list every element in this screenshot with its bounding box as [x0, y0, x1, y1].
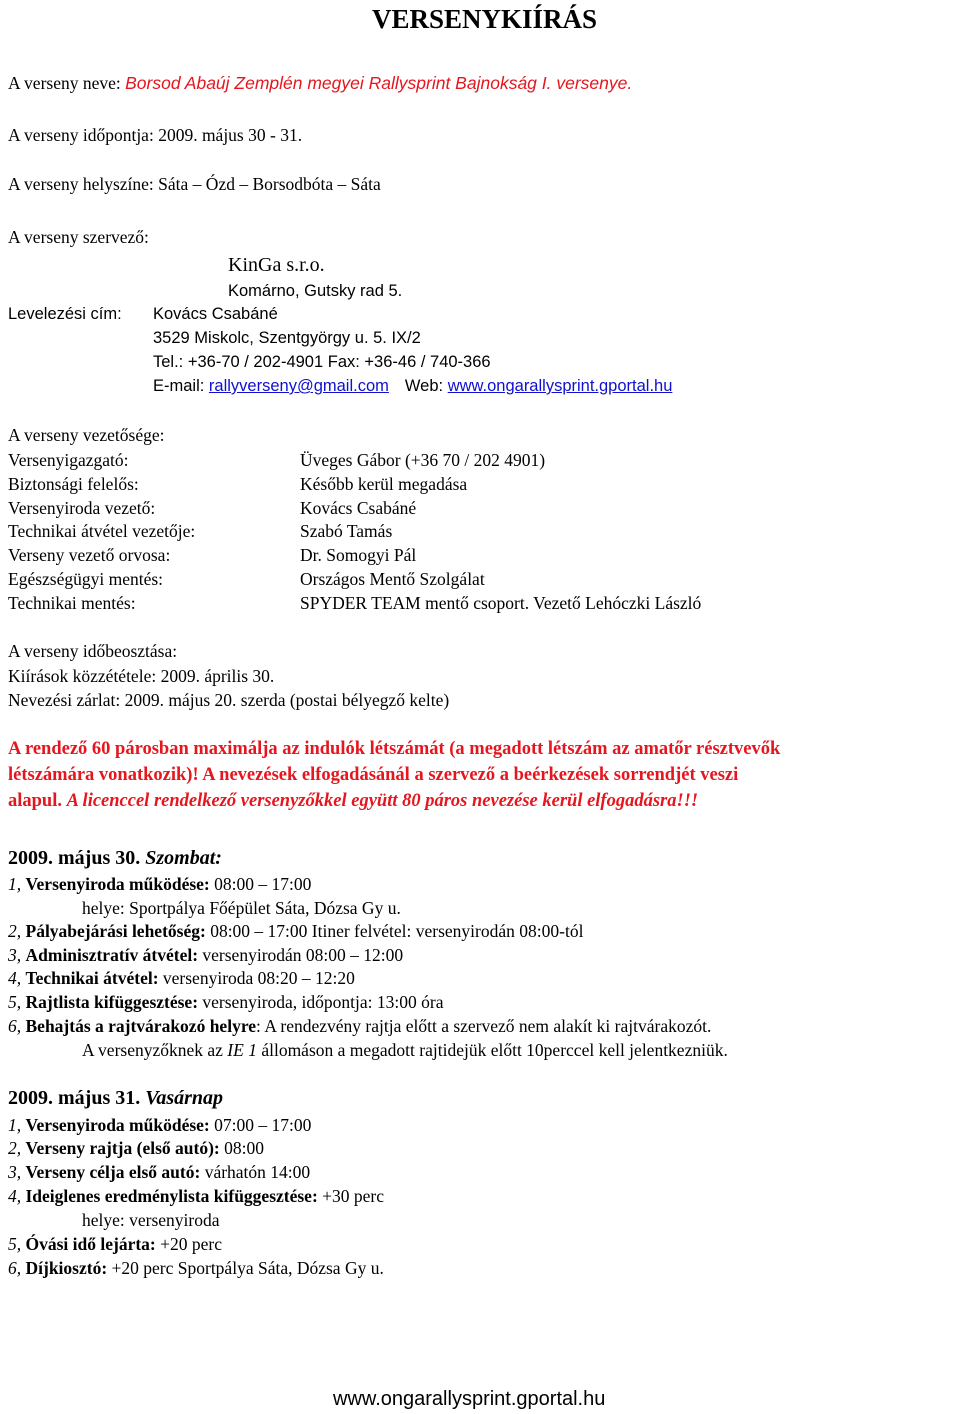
item-number: 2,: [8, 1138, 22, 1158]
item-label: Díjkiosztó:: [25, 1258, 108, 1278]
item-number: 5,: [8, 1234, 22, 1254]
day1-item: [8, 967, 355, 989]
item-text: 08:00: [219, 1138, 264, 1158]
item-label: Verseny rajtja (első autó):: [25, 1138, 220, 1158]
day1-date: 2009. május 30.: [8, 847, 146, 869]
role-person: Üveges Gábor (+36 70 / 202 4901): [300, 450, 546, 470]
notice-line: [8, 788, 698, 814]
schedule-heading: A verseny időbeosztása:: [8, 641, 178, 661]
day1-item: [82, 897, 401, 919]
day2-item: [8, 1233, 222, 1255]
role-label: Biztonsági felelős:: [8, 474, 139, 494]
race-date: [8, 124, 302, 146]
race-name: [8, 72, 632, 94]
item-number: 4,: [8, 968, 22, 988]
email-label: E-mail:: [153, 377, 209, 395]
item-number: 1,: [8, 1115, 22, 1135]
role-label: Egészségügyi mentés:: [8, 569, 164, 589]
day2-date: 2009. május 31.: [8, 1087, 146, 1109]
race-name-label: A verseny neve:: [8, 73, 126, 93]
item-number: 3,: [8, 945, 22, 965]
item-text: helye: Sportpálya Főépület Sáta, Dózsa Gy u.: [82, 898, 401, 918]
race-date-label: A verseny időpontja:: [8, 125, 159, 145]
schedule-line: Nevezési zárlat: 2009. május 20. szerda (postai bélyegző kelte): [8, 690, 450, 710]
email-link[interactable]: rallyverseny@gmail.com: [208, 377, 389, 395]
organizer-heading: A verseny szervező:: [8, 227, 149, 247]
day1-item: [8, 1015, 711, 1037]
item-number: 2,: [8, 921, 22, 941]
item-number: 4,: [8, 1186, 22, 1206]
role-label: Versenyiroda vezető:: [8, 498, 156, 518]
race-date-value: 2009. május 30 - 31.: [158, 125, 303, 145]
role-label: Technikai átvétel vezetője:: [8, 521, 196, 541]
item-text: 08:00 – 17:00 Itiner felvétel: versenyirodán 08:00-tól: [205, 921, 584, 941]
role-person: SPYDER TEAM mentő csoport. Vezető Lehóczki László: [300, 593, 702, 613]
day1-day: Szombat:: [145, 847, 222, 869]
role-person: Országos Mentő Szolgálat: [300, 569, 485, 589]
item-label: Verseny célja első autó:: [25, 1162, 201, 1182]
item-text: versenyiroda 08:20 – 12:20: [158, 968, 355, 988]
item-label: Behajtás a rajtvárakozó helyre: [25, 1016, 257, 1036]
notice-line: A rendező 60 párosban maximálja az indulók létszámát (a megadott létszám az amatőr résztvevők: [8, 739, 781, 759]
mail-name: Kovács Csabáné: [153, 305, 278, 323]
organizer-name: KinGa s.r.o.: [228, 254, 325, 276]
item-label: Ideiglenes eredménylista kifüggesztése:: [25, 1186, 318, 1206]
item-text: 08:00 – 17:00: [209, 874, 312, 894]
footer-url: www.ongarallysprint.gportal.hu: [333, 1388, 606, 1410]
day2-heading: [8, 1085, 223, 1111]
role-person: Szabó Tamás: [300, 521, 393, 541]
item-number: 6,: [8, 1258, 22, 1278]
notice-emphasis: A licenccel rendelkező versenyzőkkel együtt 80 páros nevezése kerül elfogadásra!!!: [66, 791, 699, 811]
organizer-address: Komárno, Gutsky rad 5.: [228, 282, 403, 300]
day2-item: [8, 1161, 310, 1183]
item-label: Versenyiroda működése:: [25, 874, 210, 894]
item-text: +20 perc: [155, 1234, 222, 1254]
mail-label: Levelezési cím:: [8, 305, 122, 323]
item-label: Óvási idő lejárta:: [25, 1234, 156, 1254]
day1-extra: [82, 1039, 728, 1061]
day2-item: [82, 1209, 220, 1231]
item-text: +20 perc Sportpálya Sáta, Dózsa Gy u.: [107, 1258, 384, 1278]
day1-item: [8, 991, 443, 1013]
item-text: helye: versenyiroda: [82, 1210, 220, 1230]
item-number: 5,: [8, 992, 22, 1012]
phone-fax: Tel.: +36-70 / 202-4901 Fax: +36-46 / 740-366: [153, 353, 491, 371]
role-person: Kovács Csabáné: [300, 498, 417, 518]
extra-text: A versenyzőknek az: [82, 1040, 228, 1060]
item-number: 3,: [8, 1162, 22, 1182]
day2-day: Vasárnap: [145, 1087, 224, 1109]
page-title: VERSENYKIÍRÁS: [372, 4, 598, 34]
role-label: Verseny vezető orvosa:: [8, 545, 171, 565]
day2-item: [8, 1137, 264, 1159]
item-text: 07:00 – 17:00: [209, 1115, 312, 1135]
day1-heading: [8, 845, 222, 871]
contact-line: [153, 375, 672, 397]
item-label: Pályabejárási lehetőség:: [25, 921, 206, 941]
item-text: +30 perc: [317, 1186, 385, 1206]
role-person: Később kerül megadása: [300, 474, 468, 494]
item-number: 6,: [8, 1016, 22, 1036]
role-label: Versenyigazgató:: [8, 450, 129, 470]
notice-text: alapul.: [8, 791, 67, 811]
item-label: Technikai átvétel:: [25, 968, 159, 988]
day2-item: [8, 1257, 384, 1279]
item-text: versenyiroda, időpontja: 13:00 óra: [198, 992, 444, 1012]
schedule-line: Kiírások közzététele: 2009. április 30.: [8, 666, 275, 686]
item-label: Adminisztratív átvétel:: [25, 945, 199, 965]
race-venue-value: Sáta – Ózd – Borsodbóta – Sáta: [158, 174, 381, 194]
role-label: Technikai mentés:: [8, 593, 136, 613]
leadership-heading: A verseny vezetősége:: [8, 425, 165, 445]
item-text: : A rendezvény rajtja előtt a szervező nem alakít ki rajtvárakozót.: [256, 1016, 712, 1036]
race-venue-label: A verseny helyszíne:: [8, 174, 159, 194]
extra-station: IE 1: [227, 1040, 257, 1060]
notice-line: létszámára vonatkozik)! A nevezések elfogadásánál a szervező a beérkezések sorrendjét veszi: [8, 765, 739, 785]
item-label: Rajtlista kifüggesztése:: [25, 992, 199, 1012]
day1-item: [8, 873, 311, 895]
item-text: versenyirodán 08:00 – 12:00: [198, 945, 404, 965]
day1-item: [8, 920, 583, 942]
role-person: Dr. Somogyi Pál: [300, 545, 417, 565]
mail-address: 3529 Miskolc, Szentgyörgy u. 5. IX/2: [153, 329, 421, 347]
web-label: Web:: [404, 377, 448, 395]
item-label: Versenyiroda működése:: [25, 1115, 210, 1135]
day2-item: [8, 1114, 311, 1136]
item-text: várhatón 14:00: [200, 1162, 311, 1182]
extra-text: állomáson a megadott rajtidejük előtt 10perccel kell jelentkezniük.: [256, 1040, 728, 1060]
race-venue: [8, 173, 381, 195]
day2-item: [8, 1185, 384, 1207]
race-name-value: Borsod Abaúj Zemplén megyei Rallysprint Bajnokság I. versenye.: [125, 73, 633, 93]
day1-item: [8, 944, 403, 966]
web-link[interactable]: www.ongarallysprint.gportal.hu: [447, 377, 673, 395]
item-number: 1,: [8, 874, 22, 894]
